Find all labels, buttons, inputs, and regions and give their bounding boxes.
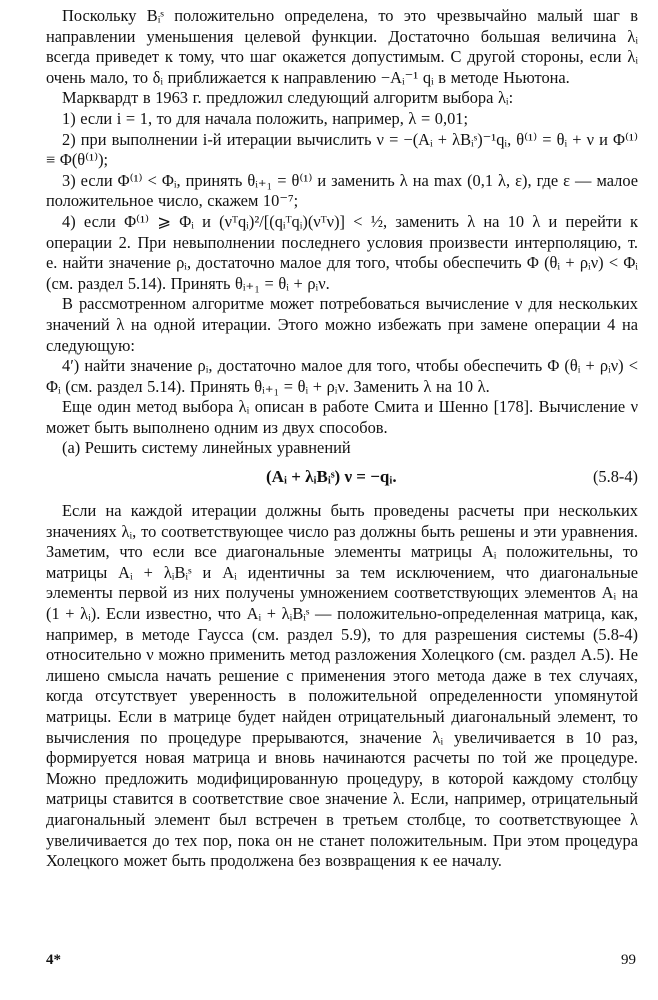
page-number: 99 (621, 952, 636, 968)
algorithm-step-2: 2) при выполнении i-й итерации вычислить ν = −(Aᵢ + λBᵢˢ)⁻¹qᵢ, θ⁽¹⁾ = θᵢ + ν и Φ⁽¹⁾ ≡ Φ(θ⁽¹⁾); (46, 129, 638, 170)
signature-mark: 4* (46, 952, 61, 968)
algorithm-step-3: 3) если Φ⁽¹⁾ < Φᵢ, принять θᵢ₊₁ = θ⁽¹⁾ и заменить λ на max (0,1 λ, ε), где ε — малое положительное число, скажем 10⁻⁷; (46, 170, 638, 211)
paragraph-cholesky: Если на каждой итерации должны быть проведены расчеты при нескольких значениях λᵢ, то соответствующее число раз должны быть решены и эти уравнения. Заметим, что если все диагональные элементы матрицы Aᵢ положительны, то матрицы Aᵢ + λᵢBᵢˢ и Aᵢ идентичны за тем исключением, что диагональные элементы первой из них получены умножением соответствующих элементов Aᵢ на (1 + λᵢ). Если известно, что Aᵢ + λᵢBᵢˢ — положительно-определенная матрица, как, например, в методе Гаусса (см. раздел 5.9), то для разрешения системы (5.8-4) относительно ν можно применить метод разложения Холецкого (см. раздел А.5). Не лишено смысла начать решение с применения этого метода даже в тех случаях, когда отсутствует уверенность в положительной определенности упомянутой матрицы. Если в матрице будет найден отрицательный диагональный элемент, то вычисления по процедуре прерываются, значение λᵢ увеличивается в 10 раз, формируется новая матрица и вновь начинаются расчеты по той же процедуре. Можно предложить модифицированную процедуру, в которой каждому столбцу матрицы ставится в соответствие свое значение λ. Если, например, отрицательный диагональный элемент был встречен в третьем столбце, то соответствующее λ увеличивается до тех пор, пока он не станет положительным. При этом процедура Холецкого может быть продолжена без возвращения к ее началу. (46, 501, 638, 871)
equation-number: (5.8-4) (592, 467, 638, 487)
equation-body: (Aᵢ + λᵢBᵢˢ) ν = −qᵢ. (266, 467, 397, 487)
paragraph-intro: Поскольку Bᵢˢ положительно определена, то это чрезвычайно малый шаг в направлении уменьшения целевой функции. Достаточно большая величина λᵢ всегда приведет к тому, что шаг окажется допустимым. С другой стороны, если λᵢ очень мало, то δᵢ приближается к направлению −Aᵢ⁻¹ qᵢ в методе Ньютона. (46, 6, 638, 87)
equation-5-8-4 (46, 463, 638, 495)
algorithm-step-4-prime: 4′) найти значение ρᵢ, достаточно малое для того, чтобы обеспечить Φ (θᵢ + ρᵢν) < Φᵢ (см. раздел 5.14). Принять θᵢ₊₁ = θᵢ + ρᵢν. Заменить λ на 10 λ. (46, 356, 638, 396)
paragraph-remark: В рассмотренном алгоритме может потребоваться вычисление ν для нескольких значений λ на одной итерации. Этого можно избежать при замене операции 4 на следующую: (46, 294, 638, 355)
method-a: (а) Решить систему линейных уравнений (62, 438, 351, 458)
page-footer (0, 952, 658, 976)
paragraph-marquardt: Марквардт в 1963 г. предложил следующий алгоритм выбора λᵢ: (62, 88, 514, 108)
algorithm-step-1: 1) если i = 1, то для начала положить, например, λ = 0,01; (62, 108, 469, 128)
paragraph-smith-shanno: Еще один метод выбора λᵢ описан в работе Смита и Шенно [178]. Вычисление ν может быть выполнено одним из двух способов. (46, 397, 638, 437)
algorithm-step-4: 4) если Φ⁽¹⁾ ⩾ Φᵢ и (νᵀqᵢ)²/[(qᵢᵀqᵢ)(νᵀν)] < ½, заменить λ на 10 λ и перейти к операции 2. При невыполнении последнего условия произвести интерполяцию, т. е. найти значение ρᵢ, достаточно малое для того, чтобы обеспечить Φ (θᵢ + ρᵢν) < Φᵢ (см. раздел 5.14). Принять θᵢ₊₁ = θᵢ + ρᵢν. (46, 211, 638, 293)
